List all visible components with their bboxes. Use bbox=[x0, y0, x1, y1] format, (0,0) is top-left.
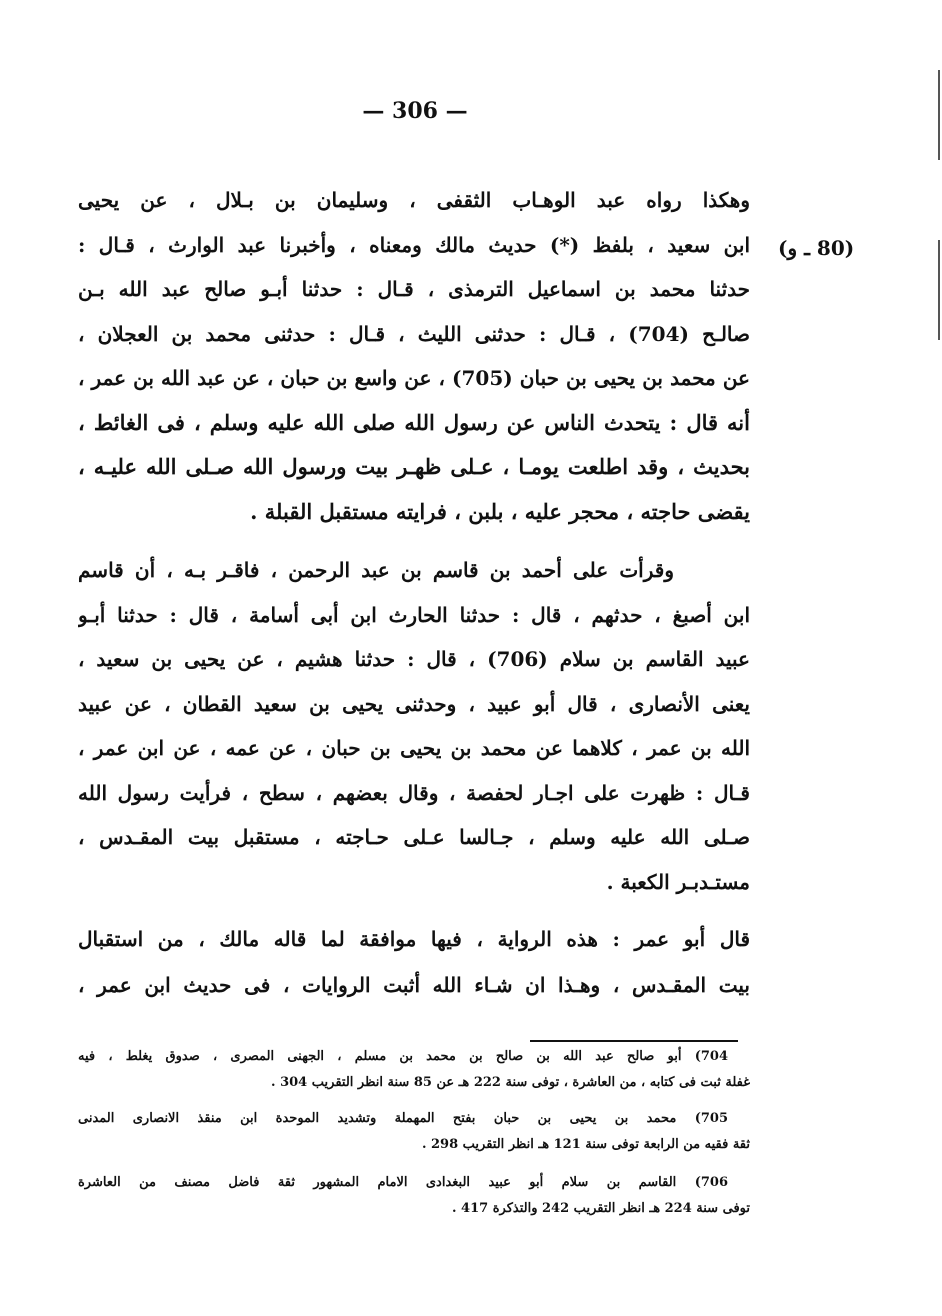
text-line: عبيد القاسم بن سلام (706) ، قال : حدثنا هشيم ، عن يحيى بن سعيد ، bbox=[78, 647, 750, 671]
paragraph-2 bbox=[78, 548, 750, 904]
footnote-705 bbox=[78, 1106, 750, 1158]
footnote-704 bbox=[78, 1044, 750, 1096]
scan-edge-mark bbox=[938, 70, 940, 160]
text-line: قال أبو عمر : هذه الرواية ، فيها موافقة لما قاله مالك ، من استقبال bbox=[78, 927, 750, 951]
text-line: حدثنا محمد بن اسماعيل الترمذى ، قـال : حدثنا أبـو صالح عبد الله بـن bbox=[78, 277, 750, 301]
paragraph-1 bbox=[78, 178, 750, 534]
paragraph-3 bbox=[78, 916, 750, 1008]
text-line: عن محمد بن يحيى بن حبان (705) ، عن واسع بن حبان ، عن عبد الله بن عمر ، bbox=[78, 366, 750, 390]
footnote-706 bbox=[78, 1170, 750, 1222]
text-line: مستـدبـر الكعبة . bbox=[606, 869, 750, 894]
text-line: قـال : ظهرت على اجـار لحفصة ، وقال بعضهم ، سطح ، فرأيت رسول الله bbox=[78, 780, 750, 805]
text-line: صالـح (704) ، قـال : حدثنى الليث ، قـال : حدثنى محمد بن العجلان ، bbox=[78, 321, 750, 346]
text-line: ابن سعيد ، بلفظ (*) حديث مالك ومعناه ، وأخبرنا عبد الوارث ، قـال : bbox=[78, 232, 750, 257]
footnote-line: توفى سنة 224 هـ انظر التقريب 242 والتذكرة 417 . bbox=[451, 1201, 750, 1216]
footnote-line: غفلة ثبت فى كتابه ، من العاشرة ، توفى سنة 222 هـ عن 85 سنة انظر التقريب 304 . bbox=[271, 1075, 750, 1090]
text-line: يعنى الأنصارى ، قال أبو عبيد ، وحدثنى يحيى بن سعيد القطان ، عن عبيد bbox=[78, 691, 750, 716]
hadith-line: أنه قال : يتحدث الناس عن رسول الله صلى الله عليه وسلم ، فى الغائط ، bbox=[78, 409, 750, 435]
footnote-line: 706) القاسم بن سلام أبو عبيد البغدادى الامام المشهور ثقة فاضل مصنف من العاشرة bbox=[78, 1175, 728, 1190]
footnote-line: 705) محمد بن يحيى بن حبان بفتح المهملة وتشديد الموحدة ابن منقذ الانصارى المدنى bbox=[78, 1111, 728, 1126]
text-line: صـلى الله عليه وسلم ، جـالسا عـلى حـاجته ، مستقبل بيت المقـدس ، bbox=[78, 825, 750, 849]
footnote-line: 704) أبو صالح عبد الله بن صالح بن محمد بن مسلم ، الجهنى المصرى ، صدوق يغلط ، فيه bbox=[78, 1049, 728, 1064]
margin-note: (80 ـ و) bbox=[778, 236, 855, 260]
footnote-divider bbox=[530, 1040, 738, 1042]
text-line: الله بن عمر ، كلاهما عن محمد بن يحيى بن حبان ، عن عمه ، عن ابن عمر ، bbox=[78, 736, 750, 760]
hadith-line: يقضى حاجته ، محجر عليه ، بلبن ، فرايته مستقبل القبلة . bbox=[250, 498, 750, 524]
hadith-line: بحديث ، وقد اطلعت يومـا ، عـلى ظهـر بيت ورسول الله صـلى الله عليـه ، bbox=[78, 454, 750, 479]
scan-edge-mark bbox=[938, 240, 940, 340]
footnote-line: ثقة فقيه من الرابعة توفى سنة 121 هـ انظر التقريب 298 . bbox=[421, 1137, 750, 1152]
text-line: بيت المقـدس ، وهـذا ان شـاء الله أثبت الروايات ، فى حديث ابن عمر ، bbox=[78, 973, 750, 997]
text-line: وقرأت على أحمد بن قاسم بن عبد الرحمن ، فاقـر بـه ، أن قاسم bbox=[78, 558, 674, 582]
text-line: وهكذا رواه عبد الوهـاب الثقفى ، وسليمان بن بـلال ، عن يحيى bbox=[78, 188, 750, 212]
page-number: — 306 — bbox=[362, 98, 468, 124]
text-line: ابن أصبغ ، حدثهم ، قال : حدثنا الحارث ابن أبى أسامة ، قال : حدثنا أبـو bbox=[78, 602, 750, 627]
